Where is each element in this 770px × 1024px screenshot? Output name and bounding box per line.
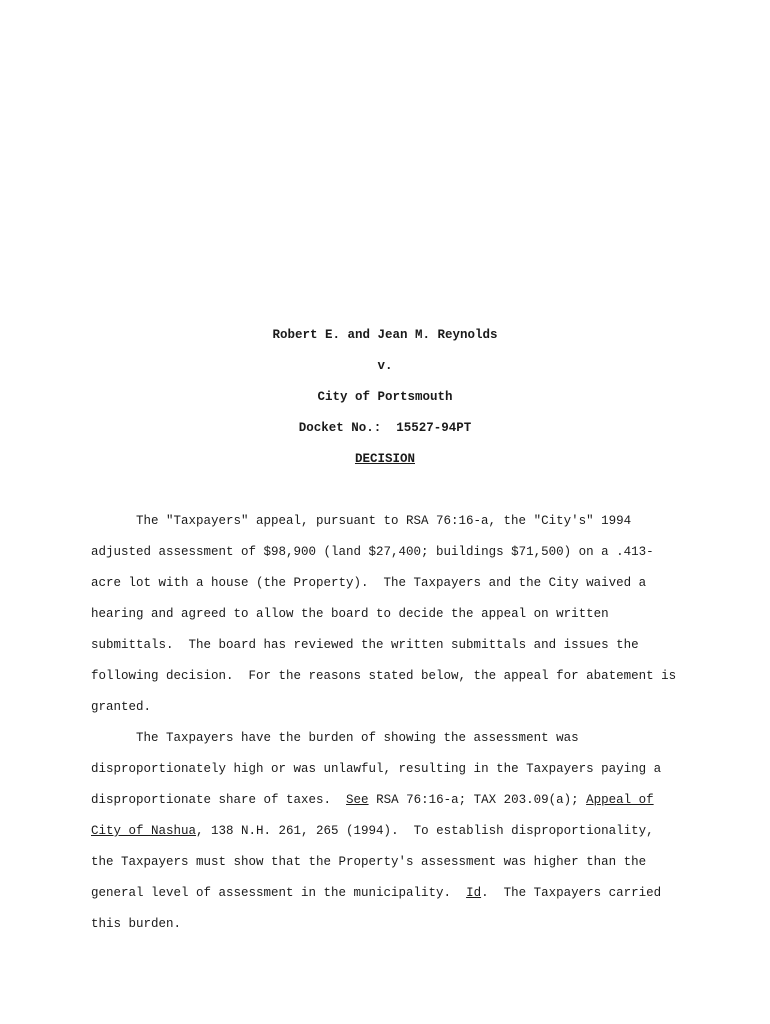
decision-heading <box>0 451 770 467</box>
paragraph2-line2: disproportionately high or was unlawful, resulting in the Taxpayers paying a <box>91 762 662 776</box>
caption-docket: Docket No.: 15527-94PT <box>298 421 472 435</box>
paragraph2-line3 <box>91 792 691 808</box>
text-run: RSA 76:16-a; TAX 203.09(a); <box>368 793 587 807</box>
citation-see: See <box>346 793 369 807</box>
caption-parties: Robert E. and Jean M. Reynolds <box>272 328 498 342</box>
paragraph1-line4: hearing and agreed to allow the board to decide the appeal on written <box>91 607 609 621</box>
paragraph1-line7: granted. <box>91 700 152 714</box>
paragraph2-line6 <box>91 885 691 901</box>
paragraph1-line6: following decision. For the reasons stated below, the appeal for abatement is <box>91 669 677 683</box>
citation-id: Id <box>466 886 482 900</box>
paragraph2-line7: this burden. <box>91 917 182 931</box>
paragraph1-line5: submittals. The board has reviewed the written submittals and issues the <box>91 638 639 652</box>
caption-respondent: City of Portsmouth <box>317 390 453 404</box>
caption-versus: v. <box>377 359 393 373</box>
text-run: general level of assessment in the municipality. <box>91 886 467 900</box>
paragraph2-line5: the Taxpayers must show that the Property's assessment was higher than the <box>91 855 647 869</box>
text-run: . The Taxpayers carried <box>481 886 662 900</box>
case-name-part2: City of Nashua <box>91 824 197 838</box>
case-name-part1: Appeal of <box>586 793 654 807</box>
paragraph1-line1: The "Taxpayers" appeal, pursuant to RSA 76:16-a, the "City's" 1994 <box>136 514 632 528</box>
paragraph1-line3: acre lot with a house (the Property). The Taxpayers and the City waived a <box>91 576 647 590</box>
text-run: , 138 N.H. 261, 265 (1994). To establish disproportionality, <box>196 824 654 838</box>
paragraph2-line4 <box>91 823 691 839</box>
paragraph1-line2: adjusted assessment of $98,900 (land $27,400; buildings $71,500) on a .413- <box>91 545 654 559</box>
decision-heading-text: DECISION <box>354 452 415 466</box>
paragraph2-line1: The Taxpayers have the burden of showing the assessment was <box>136 731 579 745</box>
text-run: disproportionate share of taxes. <box>91 793 347 807</box>
